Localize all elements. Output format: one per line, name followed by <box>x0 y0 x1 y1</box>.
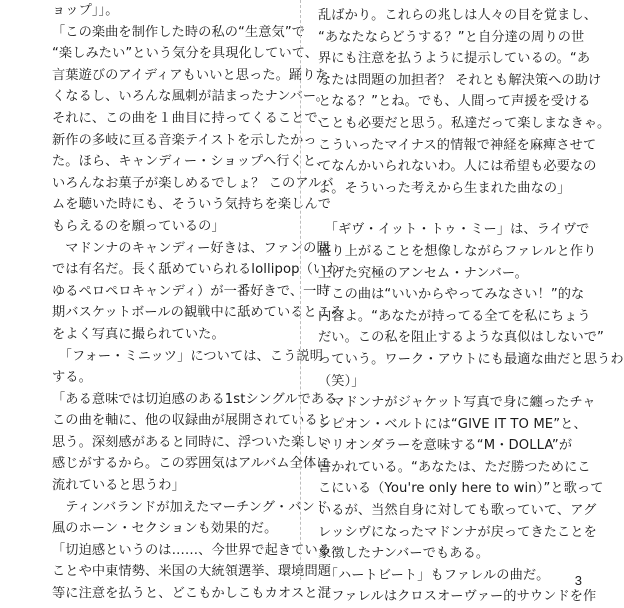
text-line: 「ハートビート」もファレルの曲だ。 <box>318 567 550 583</box>
text-line: する。 <box>52 370 92 386</box>
column-divider <box>300 0 301 580</box>
text-line: 「切迫感というのは……、今世界で起きている <box>52 542 332 558</box>
text-line: てなんかいられないわ。人には希望も必要なの <box>318 159 597 175</box>
text-line: だい。この私を阻止するような真似はしないで” <box>318 330 604 346</box>
text-line: ことや中東情勢、米国の大統領選挙、環境問題 <box>52 564 332 580</box>
left-text-column <box>52 0 344 605</box>
text-line: よ。そういった考えから生まれた曲なの」 <box>318 180 571 196</box>
text-line: ョップ」」。 <box>52 3 119 18</box>
text-line: “楽しみたい”という気分を具現化していて、 <box>52 46 319 62</box>
text-line: （笑）」 <box>318 373 365 389</box>
text-line: “あなたならどうする？”と自分達の周りの世 <box>318 29 585 45</box>
text-line: こういったマイナス的情報で神経を麻痺させて <box>318 137 597 153</box>
text-line: 界にも注意を払うように提示しているの。“あ <box>318 51 591 67</box>
text-line: ゆるペロペロキャンディ）が一番好きで、一時 <box>52 283 330 299</box>
text-line: 「この曲は“いいからやってみなさい！”的な <box>318 287 585 303</box>
text-line: 乱ばかり。これらの兆しは人々の目を覚まし、 <box>318 8 598 23</box>
text-line: マドンナのキャンディー好きは、ファンの間 <box>52 240 330 256</box>
text-line: 盛り上がることを想像しながらファレルと作り <box>318 243 597 259</box>
text-line: こにいる（You're only here to win）”と歌って <box>318 481 604 497</box>
text-line: をよく写真に撮られていた。 <box>52 326 225 342</box>
text-line: それに、この曲を１曲目に持ってくることで、 <box>52 110 331 126</box>
text-line: くなるし、いろんな風刺が詰まったナンバー。 <box>52 89 329 105</box>
right-text-column <box>318 5 624 608</box>
text-line: いろんなお菓子が楽しめるでしょ？ このアルバ <box>52 175 334 191</box>
text-line: 風のホーン・セクションも効果的だ。 <box>52 521 278 537</box>
paragraph-gap <box>318 199 590 219</box>
text-line: ティンバランドが加えたマーチング・バンド <box>52 499 329 515</box>
text-line: 「この楽曲を制作した時の私の“生意気”で <box>52 24 306 40</box>
text-line: マドンナがジャケット写真で身に纏ったチャ <box>318 395 596 411</box>
text-line: 「ある意味では切迫感のある1stシングルである <box>52 391 338 407</box>
text-line: 「フォー・ミニッツ」については、こう説明 <box>52 348 323 364</box>
text-line: 感じがするから。この雰囲気はアルバム全体に <box>52 456 330 472</box>
text-line: 内容よ。“あなたが持ってる全てを私にちょう <box>318 308 591 324</box>
page-number: 3 <box>574 573 582 588</box>
text-line: 期バスケットボールの観戦中に舐めているところ <box>52 305 344 321</box>
text-line: 書かれている。“あなたは、ただ勝つためにこ <box>318 459 591 475</box>
text-line: となる？”とね。でも、人間って声援を受ける <box>318 94 591 110</box>
text-line: ンピオン・ベルトには“GIVE IT TO ME”と、 <box>318 416 587 432</box>
text-line: レッシヴになったマドンナが戻ってきたことを <box>318 524 597 540</box>
text-line: なたは問題の加担者？ それとも解決策への助け <box>318 72 602 88</box>
text-line: いるが、当然自身に対しても歌っていて、アグ <box>318 503 597 519</box>
text-line: 上げた究極のアンセム・ナンバー。 <box>318 265 528 281</box>
text-line: 流れていると思うわ」 <box>52 478 185 494</box>
text-line: ことも必要だと思う。私達だって楽しまなきゃ。 <box>318 115 611 131</box>
text-line: 言葉遊びのアイディアもいいと思った。踊りた <box>52 67 329 83</box>
text-line: もらえるのを願っているの」 <box>52 218 225 234</box>
text-line: 「ファレルはクロスオーヴァー的サウンドを作 <box>318 589 597 605</box>
text-line: ムを聴いた時にも、そういう気持ちを楽しんで <box>52 197 332 213</box>
text-line: た。ほら、キャンディー・ショップへ行くと、 <box>52 154 330 170</box>
text-line: 新作の多岐に亘る音楽テイストを示したかっ <box>52 132 317 148</box>
text-line: 等に注意を払うと、どこもかしこもカオスと混 <box>52 586 331 602</box>
text-line: 「ギヴ・イット・トゥ・ミー」は、ライヴで <box>318 222 590 238</box>
text-line: 象徴したナンバーでもある。 <box>318 546 490 562</box>
text-line: 思う。深刻感があると同時に、浮ついた楽しい <box>52 434 332 450</box>
text-line: っていう。ワーク・アウトにも最適な曲だと思うわ <box>318 351 624 367</box>
text-line: では有名だ。長く舐めていられるlollipop（いわ <box>52 262 340 278</box>
text-line: この曲を軸に、他の収録曲が展開されていると <box>52 413 332 429</box>
text-line: ミリオンダラーを意味する“M・DOLLA”が <box>318 438 573 454</box>
